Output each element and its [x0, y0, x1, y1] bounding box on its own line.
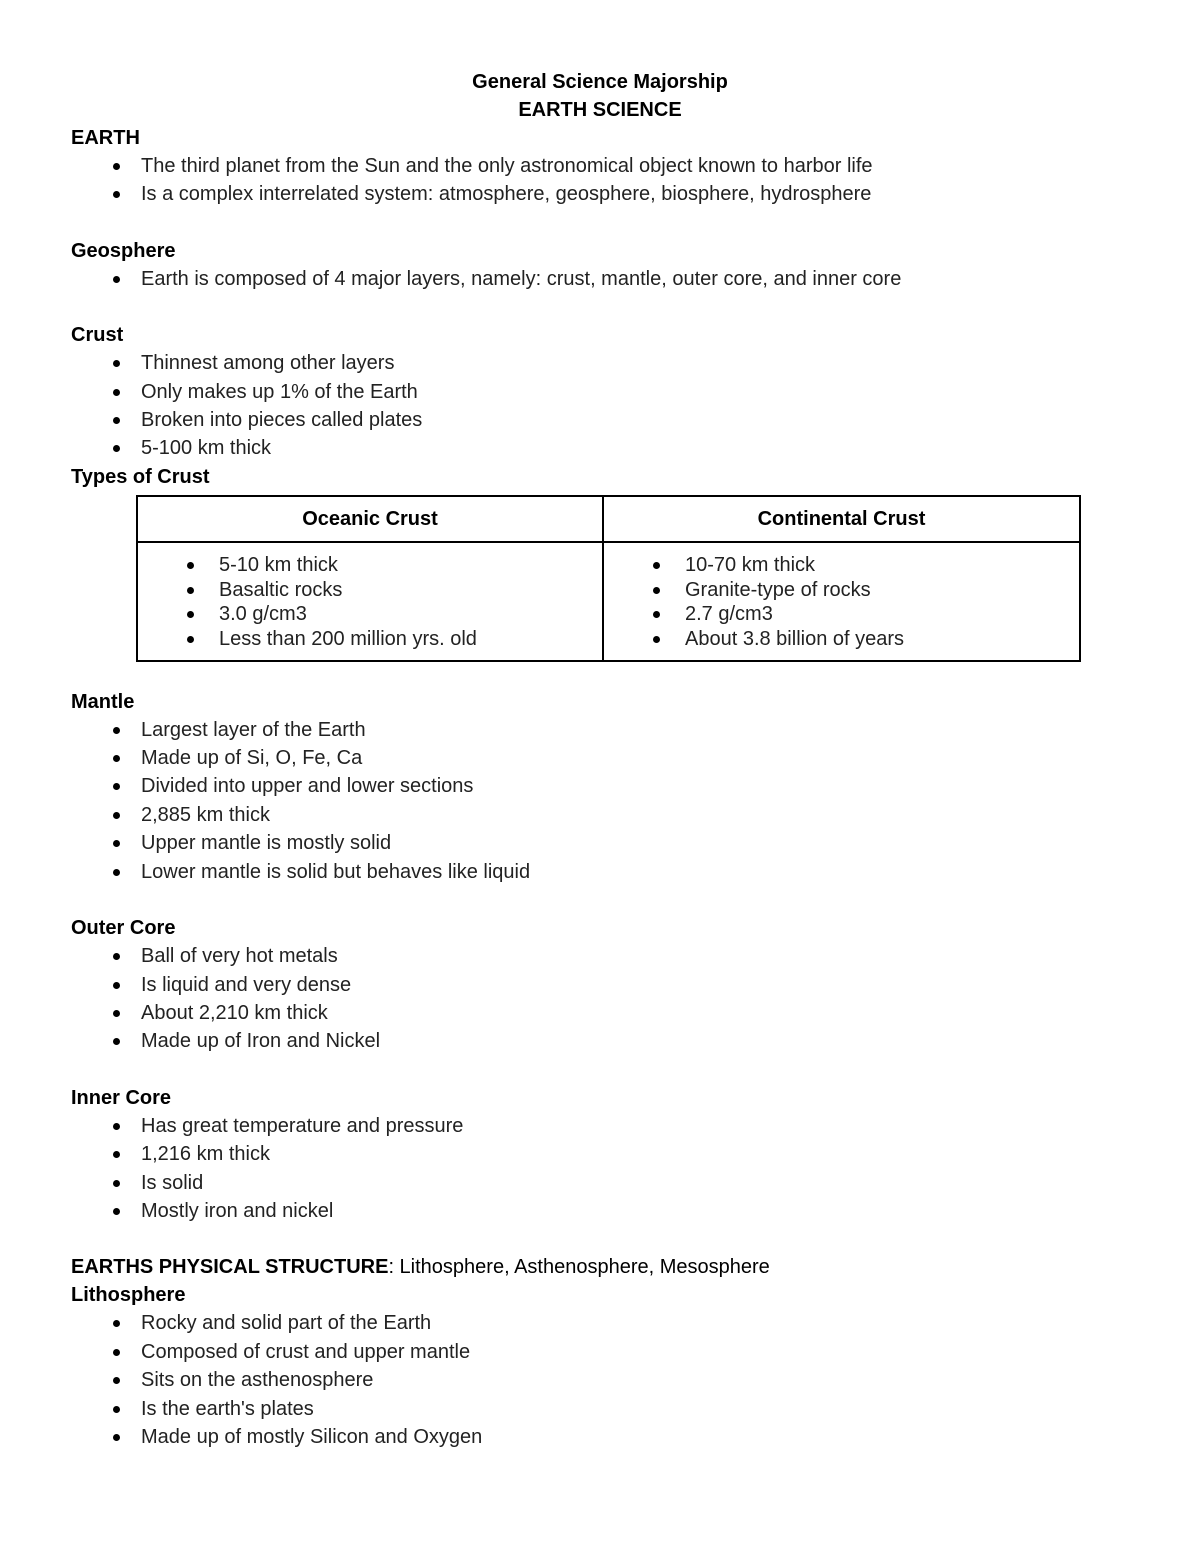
document-page: [71, 68, 1131, 1451]
list-item: Thinnest among other layers: [71, 349, 1131, 377]
section-heading-mantle: Mantle: [71, 690, 135, 713]
list-item: Upper mantle is mostly solid: [71, 829, 1131, 857]
section-heading-types-of-crust: Types of Crust: [71, 465, 210, 488]
list-item: Made up of Iron and Nickel: [71, 1027, 1131, 1055]
list-item: 10-70 km thick: [604, 553, 1079, 578]
list-item: The third planet from the Sun and the only astronomical object known to harbor life: [71, 152, 1131, 180]
list-item: Divided into upper and lower sections: [71, 772, 1131, 800]
list-item: Broken into pieces called plates: [71, 406, 1131, 434]
outer-core-list: [71, 942, 1131, 1056]
list-item: 3.0 g/cm3: [138, 602, 602, 627]
physical-structure-label: EARTHS PHYSICAL STRUCTURE: [71, 1256, 389, 1279]
earth-list: [71, 152, 1131, 209]
table-header-continental: Continental Crust: [603, 496, 1080, 542]
title-line-2: EARTH SCIENCE: [518, 99, 682, 121]
list-item: Is liquid and very dense: [71, 971, 1131, 999]
section-heading-lithosphere: Lithosphere: [71, 1284, 186, 1307]
inner-core-list: [71, 1112, 1131, 1226]
list-item: 2.7 g/cm3: [604, 602, 1079, 627]
list-item: Earth is composed of 4 major layers, namely: crust, mantle, outer core, and inner core: [71, 265, 1131, 293]
list-item: Rocky and solid part of the Earth: [71, 1309, 1131, 1337]
list-item: Lower mantle is solid but behaves like liquid: [71, 858, 1131, 886]
list-item: 2,885 km thick: [71, 801, 1131, 829]
list-item: Made up of mostly Silicon and Oxygen: [71, 1423, 1131, 1451]
lithosphere-list: [71, 1309, 1131, 1451]
section-heading-crust: Crust: [71, 324, 124, 347]
list-item: Has great temperature and pressure: [71, 1112, 1131, 1140]
crust-types-table: [136, 495, 1081, 662]
physical-structure-line: [71, 1253, 1131, 1281]
section-heading-geosphere: Geosphere: [71, 239, 176, 262]
list-item: 5-10 km thick: [138, 553, 602, 578]
list-item: About 3.8 billion of years: [604, 627, 1079, 652]
section-heading-inner-core: Inner Core: [71, 1086, 172, 1109]
list-item: 5-100 km thick: [71, 434, 1131, 462]
list-item: Is the earth's plates: [71, 1395, 1131, 1423]
mantle-list: [71, 716, 1131, 886]
list-item: Sits on the asthenosphere: [71, 1366, 1131, 1394]
table-header-oceanic: Oceanic Crust: [137, 496, 603, 542]
document-title: [0, 68, 1200, 124]
table-cell-oceanic: [137, 542, 603, 661]
list-item: 1,216 km thick: [71, 1140, 1131, 1168]
title-line-1: General Science Majorship: [472, 71, 728, 93]
list-item: Basaltic rocks: [138, 578, 602, 603]
list-item: Granite-type of rocks: [604, 578, 1079, 603]
list-item: Made up of Si, O, Fe, Ca: [71, 744, 1131, 772]
section-heading-outer-core: Outer Core: [71, 917, 176, 940]
list-item: Mostly iron and nickel: [71, 1197, 1131, 1225]
list-item: Is solid: [71, 1169, 1131, 1197]
table-cell-continental: [603, 542, 1080, 661]
physical-structure-text: : Lithosphere, Asthenosphere, Mesosphere: [388, 1256, 770, 1279]
geosphere-list: [71, 265, 1131, 293]
list-item: About 2,210 km thick: [71, 999, 1131, 1027]
list-item: Is a complex interrelated system: atmosphere, geosphere, biosphere, hydrosphere: [71, 180, 1131, 208]
crust-list: [71, 349, 1131, 463]
list-item: Ball of very hot metals: [71, 942, 1131, 970]
list-item: Largest layer of the Earth: [71, 716, 1131, 744]
section-heading-earth: EARTH: [71, 127, 140, 149]
list-item: Less than 200 million yrs. old: [138, 627, 602, 652]
list-item: Only makes up 1% of the Earth: [71, 378, 1131, 406]
list-item: Composed of crust and upper mantle: [71, 1338, 1131, 1366]
